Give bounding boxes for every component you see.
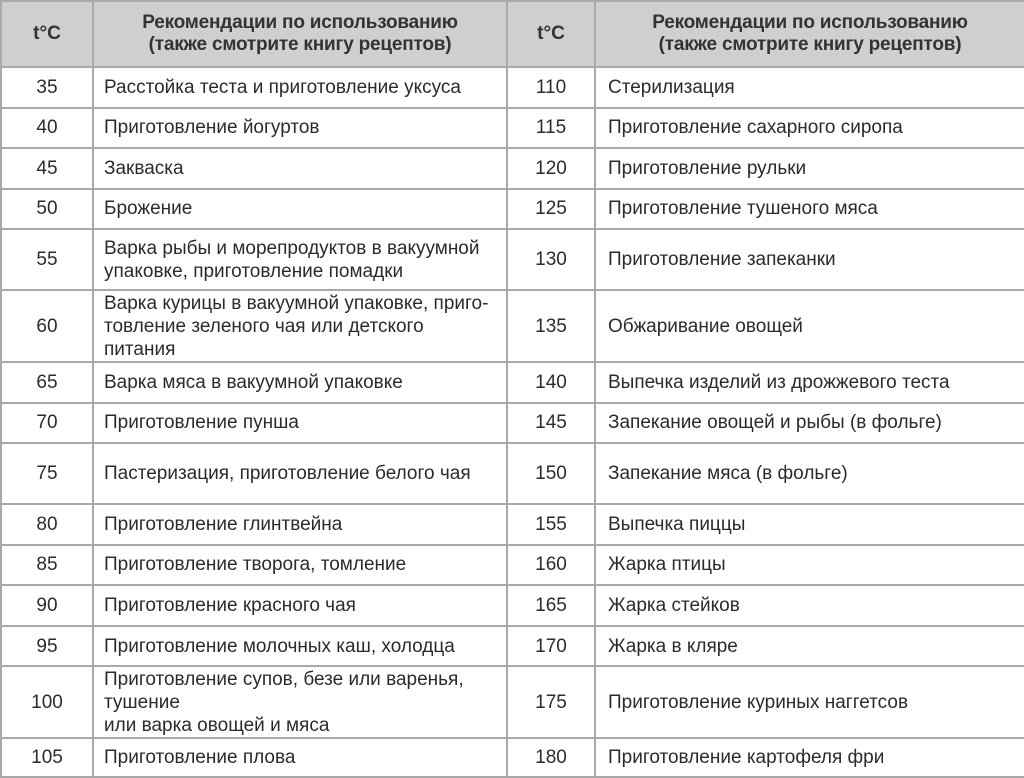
recommendation-cell: Приготовление молочных каш, холодца: [93, 626, 507, 667]
recommendation-cell: Приготовление запеканки: [595, 229, 1024, 290]
temperature-cell: 95: [1, 626, 93, 667]
table-header-row: [1, 1, 1024, 67]
table-row: [1, 585, 1024, 626]
table-row: [1, 148, 1024, 189]
temperature-cell: 35: [1, 67, 93, 108]
temperature-cell: 40: [1, 108, 93, 149]
temperature-cell: 100: [1, 666, 93, 738]
temperature-cell: 80: [1, 504, 93, 545]
recommendation-cell: Выпечка пиццы: [595, 504, 1024, 545]
table-row: [1, 738, 1024, 777]
table-row: [1, 545, 1024, 586]
table-row: [1, 504, 1024, 545]
temperature-cell: 145: [507, 403, 595, 444]
temperature-cell: 110: [507, 67, 595, 108]
table-row: [1, 189, 1024, 230]
recommendation-cell: Брожение: [93, 189, 507, 230]
recommendation-cell: Варка мяса в вакуумной упаковке: [93, 362, 507, 403]
table-row: [1, 443, 1024, 504]
temperature-cell: 130: [507, 229, 595, 290]
temperature-cell: 180: [507, 738, 595, 777]
recommendation-cell: Приготовление плова: [93, 738, 507, 777]
header-recommendations-right: [595, 1, 1024, 67]
temperature-cell: 125: [507, 189, 595, 230]
header-temperature-right: t°C: [507, 1, 595, 67]
temperature-cell: 120: [507, 148, 595, 189]
header-recommendations-right-line2: (также смотрите книгу рецептов): [658, 34, 962, 55]
recommendation-cell: Жарка стейков: [595, 585, 1024, 626]
temperature-cell: 105: [1, 738, 93, 777]
table-row: [1, 666, 1024, 738]
temperature-cell: 140: [507, 362, 595, 403]
temperature-cell: 175: [507, 666, 595, 738]
recommendation-line: Варка курицы в вакуумной упаковке, приго-: [104, 292, 489, 314]
temperature-cell: 55: [1, 229, 93, 290]
recommendation-cell: [93, 229, 507, 290]
temperature-cell: 85: [1, 545, 93, 586]
recommendation-cell: Стерилизация: [595, 67, 1024, 108]
temperature-cell: 60: [1, 290, 93, 362]
recommendation-cell: Приготовление йогуртов: [93, 108, 507, 149]
temperature-cell: 70: [1, 403, 93, 444]
table-row: [1, 290, 1024, 362]
recommendation-cell: Приготовление творога, томление: [93, 545, 507, 586]
header-recommendations-right-line1: Рекомендации по использованию: [652, 12, 968, 33]
temperature-cell: 115: [507, 108, 595, 149]
header-recommendations-left-line1: Рекомендации по использованию: [142, 12, 458, 33]
temperature-cell: 90: [1, 585, 93, 626]
recommendation-cell: Выпечка изделий из дрожжевого теста: [595, 362, 1024, 403]
temperature-cell: 75: [1, 443, 93, 504]
header-recommendations-left: [93, 1, 507, 67]
recommendation-line: или варка овощей и мяса: [104, 714, 330, 736]
recommendation-cell: Приготовление рульки: [595, 148, 1024, 189]
table-row: [1, 626, 1024, 667]
table-row: [1, 67, 1024, 108]
recommendation-cell: Запекание мяса (в фольге): [595, 443, 1024, 504]
header-temperature-left: t°C: [1, 1, 93, 67]
recommendation-cell: Закваска: [93, 148, 507, 189]
table-row: [1, 403, 1024, 444]
temperature-cell: 160: [507, 545, 595, 586]
recommendation-cell: Приготовление глинтвейна: [93, 504, 507, 545]
table-row: [1, 362, 1024, 403]
temperature-cell: 65: [1, 362, 93, 403]
recommendation-cell: Приготовление картофеля фри: [595, 738, 1024, 777]
recommendation-cell: Жарка птицы: [595, 545, 1024, 586]
recommendation-line: Приготовление супов, безе или варенья, тушение: [104, 668, 464, 713]
temperature-cell: 170: [507, 626, 595, 667]
temperature-cell: 45: [1, 148, 93, 189]
temperature-cell: 50: [1, 189, 93, 230]
temperature-cell: 155: [507, 504, 595, 545]
recommendation-cell: [93, 290, 507, 362]
recommendation-cell: Пастеризация, приготовление белого чая: [93, 443, 507, 504]
table-row: [1, 229, 1024, 290]
recommendation-cell: Запекание овощей и рыбы (в фольге): [595, 403, 1024, 444]
recommendation-line: товление зеленого чая или детского питания: [104, 315, 424, 360]
recommendation-cell: Приготовление тушеного мяса: [595, 189, 1024, 230]
recommendation-cell: Жарка в кляре: [595, 626, 1024, 667]
header-recommendations-left-line2: (также смотрите книгу рецептов): [148, 34, 452, 55]
recommendation-cell: Приготовление куриных наггетсов: [595, 666, 1024, 738]
recommendation-cell: Обжаривание овощей: [595, 290, 1024, 362]
temperature-cell: 150: [507, 443, 595, 504]
recommendation-cell: [93, 666, 507, 738]
table-row: [1, 108, 1024, 149]
recommendation-line: Варка рыбы и морепродуктов в вакуумной: [104, 237, 480, 259]
temperature-cell: 165: [507, 585, 595, 626]
recommendation-cell: Приготовление сахарного сиропа: [595, 108, 1024, 149]
temperature-cell: 135: [507, 290, 595, 362]
recommendation-line: упаковке, приготовление помадки: [104, 260, 404, 282]
recommendation-cell: Приготовление пунша: [93, 403, 507, 444]
recommendation-cell: Расстойка теста и приготовление уксуса: [93, 67, 507, 108]
recommendation-cell: Приготовление красного чая: [93, 585, 507, 626]
